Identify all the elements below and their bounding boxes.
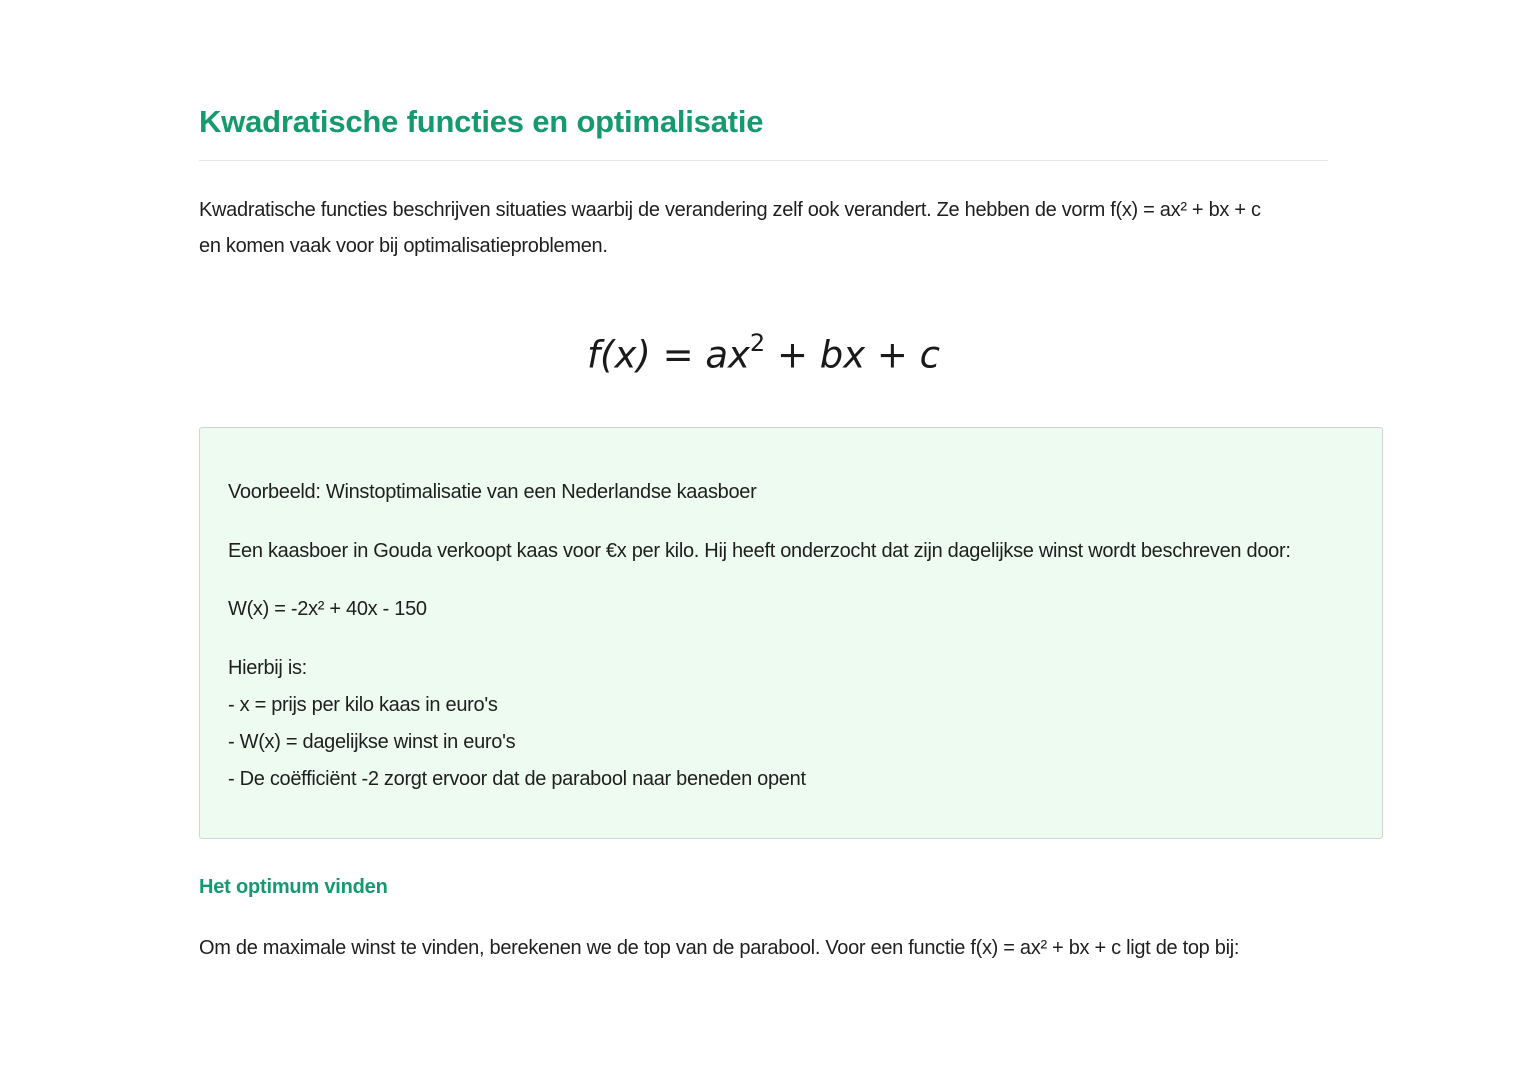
intro-line-1: Kwadratische functies beschrijven situaties waarbij de verandering zelf ook verandert. Ze hebben de vorm f(x) = ax² + bx + c xyxy=(199,199,1261,221)
example-description: Een kaasboer in Gouda verkoopt kaas voor €x per kilo. Hij heeft onderzocht dat zijn dagelijkse winst wordt beschreven door: xyxy=(228,540,1291,562)
section-paragraph: Om de maximale winst te vinden, berekenen we de top van de parabool. Voor een functie f(x) = ax² + bx + c ligt de top bij: xyxy=(199,937,1240,959)
example-heading: Voorbeeld: Winstoptimalisatie van een Nederlandse kaasboer xyxy=(228,481,757,503)
example-where-label: Hierbij is: xyxy=(228,657,307,679)
example-item: - W(x) = dagelijkse winst in euro's xyxy=(228,731,516,753)
example-item: - x = prijs per kilo kaas in euro's xyxy=(228,694,498,716)
title-divider xyxy=(199,160,1328,161)
intro-line-2: en komen vaak voor bij optimalisatieproblemen. xyxy=(199,235,608,257)
example-box xyxy=(199,427,1383,839)
formula-display xyxy=(199,318,1328,383)
formula-lhs: f(x) = ax xyxy=(587,333,750,377)
formula-exponent: 2 xyxy=(749,329,766,357)
formula-rhs: + bx + c xyxy=(765,333,940,377)
intro-paragraph xyxy=(199,192,1328,264)
page-title: Kwadratische functies en optimalisatie xyxy=(199,104,764,139)
example-item: - De coëfficiënt -2 zorgt ervoor dat de parabool naar beneden opent xyxy=(228,768,806,790)
section-heading: Het optimum vinden xyxy=(199,876,388,898)
example-equation: W(x) = -2x² + 40x - 150 xyxy=(228,598,427,620)
